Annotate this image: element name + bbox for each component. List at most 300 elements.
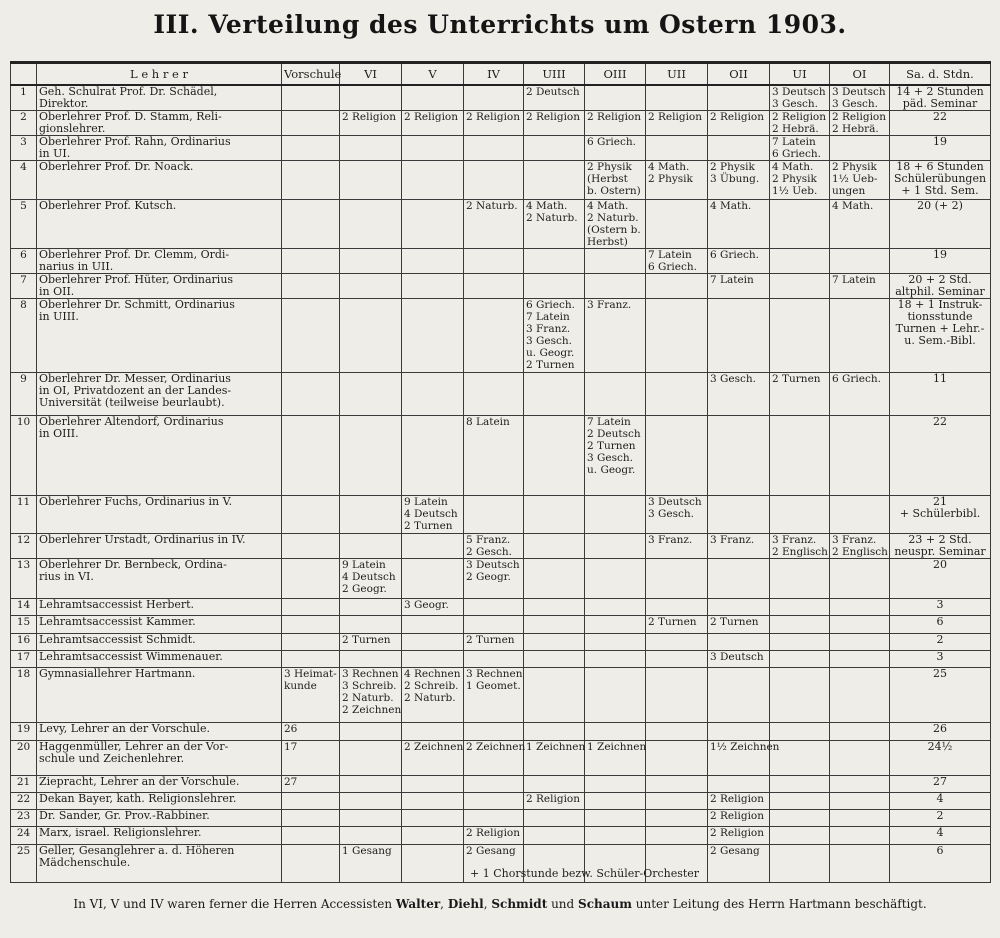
- subject-cell-ui: [770, 723, 830, 740]
- subject-cell-oii: [708, 85, 770, 111]
- subject-cell-vi: [340, 496, 402, 533]
- row-number: 21: [11, 775, 37, 792]
- table-row: [11, 810, 991, 827]
- subject-cell-oi: [830, 775, 890, 792]
- subject-cell-uiii: [524, 533, 585, 558]
- subject-cell-ui: [770, 616, 830, 633]
- subject-cell-oii: [708, 633, 770, 650]
- table-row: [11, 633, 991, 650]
- table-row: [11, 135, 991, 160]
- subject-cell-ui: 2 Turnen: [770, 373, 830, 415]
- subject-cell-oii: [708, 415, 770, 496]
- subject-cell-oiii: [585, 274, 646, 299]
- teacher-name: Levy, Lehrer an der Vorschule.: [37, 723, 282, 740]
- subject-cell-vorschule: [282, 161, 340, 199]
- subject-cell-vi: [340, 135, 402, 160]
- teacher-name: Geh. Schulrat Prof. Dr. Schädel, Direktor.: [37, 85, 282, 111]
- subject-cell-vorschule: [282, 633, 340, 650]
- teacher-name: Geller, Gesanglehrer a. d. Höheren Mädchenschule.: [37, 844, 282, 882]
- subject-cell-oii: [708, 723, 770, 740]
- subject-cell-v: [402, 135, 464, 160]
- subject-cell-ui: [770, 810, 830, 827]
- row-number: 9: [11, 373, 37, 415]
- subject-cell-oii: 7 Latein: [708, 274, 770, 299]
- row-number: 15: [11, 616, 37, 633]
- row-number: 12: [11, 533, 37, 558]
- subject-cell-ui: [770, 274, 830, 299]
- subject-cell-vorschule: [282, 650, 340, 667]
- subject-cell-uiii: [524, 723, 585, 740]
- row-number: 23: [11, 810, 37, 827]
- subject-cell-uiii: [524, 599, 585, 616]
- subject-cell-oi: 4 Math.: [830, 199, 890, 248]
- subject-cell-vi: [340, 249, 402, 274]
- subject-cell-v: 2 Zeichnen: [402, 740, 464, 775]
- subject-cell-iv: [464, 650, 524, 667]
- subject-cell-oii: 3 Deutsch: [708, 650, 770, 667]
- subject-cell-uii: [646, 373, 708, 415]
- subject-cell-oii: 6 Griech.: [708, 249, 770, 274]
- teacher-name: Oberlehrer Urstadt, Ordinarius in IV.: [37, 533, 282, 558]
- row-number: 24: [11, 827, 37, 844]
- subject-cell-v: [402, 616, 464, 633]
- subject-cell-vorschule: [282, 199, 340, 248]
- table-row: [11, 650, 991, 667]
- subject-cell-vorschule: [282, 533, 340, 558]
- subject-cell-vorschule: [282, 844, 340, 882]
- subject-cell-v: [402, 633, 464, 650]
- footnote-name-2: Diehl: [447, 897, 484, 911]
- subject-cell-uii: 2 Turnen: [646, 616, 708, 633]
- subject-cell-oi: 2 Religion 2 Hebrä.: [830, 110, 890, 135]
- row-number: 11: [11, 496, 37, 533]
- subject-cell-uiii: 4 Math. 2 Naturb.: [524, 199, 585, 248]
- header-oi: OI: [830, 63, 890, 85]
- subject-cell-uii: 7 Latein 6 Griech.: [646, 249, 708, 274]
- subject-cell-oii: 2 Religion: [708, 827, 770, 844]
- subject-cell-iv: 2 Turnen: [464, 633, 524, 650]
- subject-cell-ui: 3 Deutsch 3 Gesch.: [770, 85, 830, 111]
- teacher-name: Dekan Bayer, kath. Religionslehrer.: [37, 793, 282, 810]
- subject-cell-uii: [646, 199, 708, 248]
- subject-cell-vorschule: [282, 558, 340, 598]
- header-uii: UII: [646, 63, 708, 85]
- header-vorschule: Vorschule: [282, 63, 340, 85]
- subject-cell-vorschule: [282, 793, 340, 810]
- subject-cell-vi: [340, 85, 402, 111]
- subject-cell-ui: [770, 249, 830, 274]
- teacher-name: Oberlehrer Dr. Messer, Ordinarius in OI, Privatdozent an der Landes- Universität (teilweise beurlaubt).: [37, 373, 282, 415]
- total-hours-cell: 2: [890, 633, 991, 650]
- subject-cell-iv: 8 Latein: [464, 415, 524, 496]
- subject-cell-iv: 2 Religion: [464, 110, 524, 135]
- subject-cell-oi: 6 Griech.: [830, 373, 890, 415]
- subject-cell-uii: [646, 135, 708, 160]
- table-row: [11, 299, 991, 373]
- subject-cell-oii: 1½ Zeichnen: [708, 740, 770, 775]
- subject-cell-oi: [830, 496, 890, 533]
- header-teacher: L e h r e r: [37, 63, 282, 85]
- subject-cell-uiii: [524, 810, 585, 827]
- subject-cell-oi: [830, 827, 890, 844]
- subject-cell-oii: 2 Religion: [708, 110, 770, 135]
- subject-cell-ui: [770, 775, 830, 792]
- subject-cell-oi: [830, 299, 890, 373]
- subject-cell-uii: [646, 415, 708, 496]
- teacher-name: Oberlehrer Dr. Bernbeck, Ordina- rius in VI.: [37, 558, 282, 598]
- subject-cell-oiii: [585, 650, 646, 667]
- subject-cell-oii: [708, 299, 770, 373]
- subject-cell-uiii: 6 Griech. 7 Latein 3 Franz. 3 Gesch. u. Geogr. 2 Turnen: [524, 299, 585, 373]
- subject-cell-oii: 4 Math.: [708, 199, 770, 248]
- subject-cell-v: 4 Rechnen 2 Schreib. 2 Naturb.: [402, 667, 464, 723]
- footnote-prefix: In VI, V und IV waren ferner die Herren Accessisten: [73, 897, 393, 911]
- subject-cell-oi: [830, 135, 890, 160]
- subject-cell-oiii: [585, 633, 646, 650]
- subject-cell-v: [402, 415, 464, 496]
- subject-cell-oii: 2 Religion: [708, 793, 770, 810]
- subject-cell-uii: [646, 810, 708, 827]
- subject-cell-uiii: [524, 249, 585, 274]
- subject-cell-vi: [340, 650, 402, 667]
- subject-cell-v: [402, 85, 464, 111]
- table-row: [11, 199, 991, 248]
- subject-cell-iv: [464, 249, 524, 274]
- subject-cell-oiii: 6 Griech.: [585, 135, 646, 160]
- subject-cell-v: [402, 249, 464, 274]
- subject-cell-iv: [464, 496, 524, 533]
- subject-cell-v: [402, 299, 464, 373]
- subject-cell-vorschule: [282, 616, 340, 633]
- table-row: [11, 616, 991, 633]
- subject-cell-oii: [708, 667, 770, 723]
- table-header-row: [11, 63, 991, 85]
- subject-cell-vorschule: [282, 496, 340, 533]
- total-hours-cell: 27: [890, 775, 991, 792]
- subject-cell-v: [402, 827, 464, 844]
- subject-cell-oi: 7 Latein: [830, 274, 890, 299]
- row-number: 2: [11, 110, 37, 135]
- subject-cell-vi: [340, 723, 402, 740]
- total-hours-cell: 25: [890, 667, 991, 723]
- subject-cell-uii: [646, 558, 708, 598]
- row-number: 22: [11, 793, 37, 810]
- schedule-table: [10, 61, 991, 883]
- subject-cell-vi: [340, 299, 402, 373]
- total-hours-cell: 20 (+ 2): [890, 199, 991, 248]
- subject-cell-vorschule: [282, 810, 340, 827]
- total-hours-cell: 22: [890, 415, 991, 496]
- subject-cell-oiii: 4 Math. 2 Naturb. (Ostern b. Herbst): [585, 199, 646, 248]
- subject-cell-vorschule: [282, 110, 340, 135]
- table-row: [11, 249, 991, 274]
- subject-cell-uii: [646, 599, 708, 616]
- row-number: 14: [11, 599, 37, 616]
- subject-cell-vi: [340, 616, 402, 633]
- table-row: [11, 85, 991, 111]
- subject-cell-uii: [646, 85, 708, 111]
- footnote: In VI, V und IV waren ferner die Herren Accessisten Walter, Diehl, Schmidt und Schaum unter Leitung des Herrn Hartmann beschäftigt.: [73, 897, 927, 911]
- teacher-name: Oberlehrer Prof. Hüter, Ordinarius in OII.: [37, 274, 282, 299]
- choir-note: + 1 Chorstunde bezw. Schüler-Orchester: [470, 867, 700, 880]
- subject-cell-v: [402, 844, 464, 882]
- table-row: [11, 161, 991, 199]
- teacher-name: Oberlehrer Prof. Dr. Noack.: [37, 161, 282, 199]
- subject-cell-oi: [830, 249, 890, 274]
- subject-cell-uii: [646, 667, 708, 723]
- subject-cell-vi: [340, 199, 402, 248]
- subject-cell-vorschule: [282, 85, 340, 111]
- subject-cell-ui: [770, 633, 830, 650]
- subject-cell-oiii: 3 Franz.: [585, 299, 646, 373]
- subject-cell-v: 9 Latein 4 Deutsch 2 Turnen: [402, 496, 464, 533]
- table-row: [11, 793, 991, 810]
- subject-cell-uiii: [524, 827, 585, 844]
- subject-cell-iv: [464, 373, 524, 415]
- subject-cell-iv: [464, 810, 524, 827]
- subject-cell-uii: 2 Religion: [646, 110, 708, 135]
- subject-cell-uiii: 2 Religion: [524, 793, 585, 810]
- subject-cell-oi: [830, 616, 890, 633]
- table-row: [11, 599, 991, 616]
- table-row: [11, 740, 991, 775]
- total-hours-cell: 4: [890, 793, 991, 810]
- subject-cell-v: [402, 650, 464, 667]
- subject-cell-oi: [830, 793, 890, 810]
- row-number: 8: [11, 299, 37, 373]
- subject-cell-oii: 3 Gesch.: [708, 373, 770, 415]
- table-body: [11, 85, 991, 883]
- page-title: III. Verteilung des Unterrichts um Ostern 1903.: [153, 10, 847, 39]
- subject-cell-v: [402, 558, 464, 598]
- subject-cell-vorschule: [282, 827, 340, 844]
- subject-cell-iv: [464, 135, 524, 160]
- row-number: 4: [11, 161, 37, 199]
- subject-cell-uii: [646, 723, 708, 740]
- footnote-name-4: Schaum: [578, 897, 632, 911]
- total-hours-cell: 24½: [890, 740, 991, 775]
- subject-cell-v: [402, 274, 464, 299]
- subject-cell-vorschule: 27: [282, 775, 340, 792]
- subject-cell-ui: [770, 793, 830, 810]
- footnote-and: und: [551, 897, 575, 911]
- subject-cell-vi: [340, 533, 402, 558]
- subject-cell-oiii: [585, 496, 646, 533]
- subject-cell-iv: 3 Rechnen 1 Geomet.: [464, 667, 524, 723]
- footnote-suffix: unter Leitung des Herrn Hartmann beschäftigt.: [635, 897, 927, 911]
- table-row: [11, 775, 991, 792]
- header-vi: VI: [340, 63, 402, 85]
- subject-cell-ui: 3 Franz. 2 Englisch: [770, 533, 830, 558]
- subject-cell-vorschule: [282, 373, 340, 415]
- total-hours-cell: 6: [890, 844, 991, 882]
- header-v: V: [402, 63, 464, 85]
- subject-cell-ui: [770, 650, 830, 667]
- subject-cell-vi: [340, 373, 402, 415]
- subject-cell-iv: [464, 299, 524, 373]
- subject-cell-iv: 2 Religion: [464, 827, 524, 844]
- subject-cell-vi: [340, 827, 402, 844]
- subject-cell-uiii: [524, 373, 585, 415]
- table-row: [11, 827, 991, 844]
- subject-cell-v: [402, 810, 464, 827]
- total-hours-cell: 4: [890, 827, 991, 844]
- subject-cell-uii: 3 Franz.: [646, 533, 708, 558]
- subject-cell-oi: [830, 723, 890, 740]
- subject-cell-iv: [464, 274, 524, 299]
- subject-cell-vorschule: [282, 249, 340, 274]
- header-oii: OII: [708, 63, 770, 85]
- subject-cell-uiii: [524, 415, 585, 496]
- subject-cell-iv: 5 Franz. 2 Gesch.: [464, 533, 524, 558]
- subject-cell-uiii: 1 Zeichnen: [524, 740, 585, 775]
- subject-cell-uii: [646, 650, 708, 667]
- subject-cell-oi: [830, 650, 890, 667]
- teacher-name: Oberlehrer Prof. Rahn, Ordinarius in UI.: [37, 135, 282, 160]
- subject-cell-iv: [464, 616, 524, 633]
- subject-cell-oiii: 2 Religion: [585, 110, 646, 135]
- subject-cell-iv: 2 Naturb.: [464, 199, 524, 248]
- subject-cell-uii: [646, 793, 708, 810]
- table-row: [11, 558, 991, 598]
- subject-cell-vorschule: [282, 274, 340, 299]
- subject-cell-v: [402, 199, 464, 248]
- subject-cell-vorschule: 26: [282, 723, 340, 740]
- subject-cell-iv: 2 Gesang: [464, 844, 524, 882]
- teacher-name: Lehramtsaccessist Schmidt.: [37, 633, 282, 650]
- subject-cell-oiii: [585, 723, 646, 740]
- subject-cell-oiii: [585, 249, 646, 274]
- row-number: 7: [11, 274, 37, 299]
- total-hours-cell: 20 + 2 Std. altphil. Seminar: [890, 274, 991, 299]
- header-oiii: OIII: [585, 63, 646, 85]
- subject-cell-oiii: 2 Physik (Herbst b. Ostern): [585, 161, 646, 199]
- subject-cell-uiii: [524, 496, 585, 533]
- subject-cell-ui: 7 Latein 6 Griech.: [770, 135, 830, 160]
- total-hours-cell: 18 + 6 Stunden Schülerübungen + 1 Std. Sem.: [890, 161, 991, 199]
- footnote-name-1: Walter: [395, 897, 441, 911]
- subject-cell-uii: [646, 633, 708, 650]
- subject-cell-uii: 4 Math. 2 Physik: [646, 161, 708, 199]
- teacher-name: Lehramtsaccessist Wimmenauer.: [37, 650, 282, 667]
- subject-cell-uiii: 2 Religion: [524, 110, 585, 135]
- subject-cell-ui: [770, 496, 830, 533]
- subject-cell-uiii: [524, 775, 585, 792]
- total-hours-cell: 19: [890, 249, 991, 274]
- teacher-name: Oberlehrer Prof. D. Stamm, Reli- gionslehrer.: [37, 110, 282, 135]
- subject-cell-oii: [708, 558, 770, 598]
- table-row: [11, 373, 991, 415]
- subject-cell-vi: [340, 793, 402, 810]
- subject-cell-uii: [646, 740, 708, 775]
- subject-cell-vi: 9 Latein 4 Deutsch 2 Geogr.: [340, 558, 402, 598]
- subject-cell-ui: [770, 558, 830, 598]
- subject-cell-ui: 4 Math. 2 Physik 1½ Ueb.: [770, 161, 830, 199]
- teacher-name: Oberlehrer Altendorf, Ordinarius in OIII.: [37, 415, 282, 496]
- total-hours-cell: 11: [890, 373, 991, 415]
- subject-cell-iv: [464, 161, 524, 199]
- subject-cell-uii: 3 Deutsch 3 Gesch.: [646, 496, 708, 533]
- subject-cell-ui: [770, 667, 830, 723]
- subject-cell-ui: [770, 599, 830, 616]
- subject-cell-iv: [464, 723, 524, 740]
- header-ui: UI: [770, 63, 830, 85]
- row-number: 10: [11, 415, 37, 496]
- total-hours-cell: 18 + 1 Instruk- tionsstunde Turnen + Lehr.- u. Sem.-Bibl.: [890, 299, 991, 373]
- row-number: 17: [11, 650, 37, 667]
- subject-cell-oiii: [585, 827, 646, 844]
- subject-cell-oi: 3 Franz. 2 Englisch: [830, 533, 890, 558]
- total-hours-cell: 21 + Schülerbibl.: [890, 496, 991, 533]
- subject-cell-iv: [464, 775, 524, 792]
- teacher-name: Marx, israel. Religionslehrer.: [37, 827, 282, 844]
- subject-cell-vi: [340, 740, 402, 775]
- teacher-name: Lehramtsaccessist Herbert.: [37, 599, 282, 616]
- subject-cell-oiii: [585, 85, 646, 111]
- subject-cell-vorschule: 3 Heimat- kunde: [282, 667, 340, 723]
- total-hours-cell: 6: [890, 616, 991, 633]
- subject-cell-uii: [646, 299, 708, 373]
- subject-cell-vi: [340, 775, 402, 792]
- subject-cell-vi: [340, 274, 402, 299]
- subject-cell-oii: 2 Religion: [708, 810, 770, 827]
- total-hours-cell: 3: [890, 650, 991, 667]
- subject-cell-iv: 2 Zeichnen: [464, 740, 524, 775]
- subject-cell-iv: [464, 793, 524, 810]
- subject-cell-vi: [340, 415, 402, 496]
- row-number: 19: [11, 723, 37, 740]
- header-uiii: UIII: [524, 63, 585, 85]
- subject-cell-vi: [340, 161, 402, 199]
- subject-cell-iv: 3 Deutsch 2 Geogr.: [464, 558, 524, 598]
- row-number: 16: [11, 633, 37, 650]
- subject-cell-vi: [340, 810, 402, 827]
- table-row: [11, 723, 991, 740]
- subject-cell-v: 2 Religion: [402, 110, 464, 135]
- total-hours-cell: 3: [890, 599, 991, 616]
- subject-cell-oii: [708, 599, 770, 616]
- subject-cell-oi: [830, 633, 890, 650]
- header-num: [11, 63, 37, 85]
- subject-cell-oi: 3 Deutsch 3 Gesch.: [830, 85, 890, 111]
- subject-cell-vi: 2 Turnen: [340, 633, 402, 650]
- subject-cell-oi: [830, 810, 890, 827]
- subject-cell-oii: 2 Turnen: [708, 616, 770, 633]
- total-hours-cell: 19: [890, 135, 991, 160]
- subject-cell-uiii: [524, 667, 585, 723]
- subject-cell-oiii: [585, 775, 646, 792]
- subject-cell-oi: [830, 667, 890, 723]
- subject-cell-oii: [708, 775, 770, 792]
- subject-cell-uiii: [524, 650, 585, 667]
- footnote-name-3: Schmidt: [491, 897, 548, 911]
- subject-cell-ui: [770, 299, 830, 373]
- subject-cell-oi: [830, 740, 890, 775]
- total-hours-cell: 2: [890, 810, 991, 827]
- subject-cell-uiii: [524, 616, 585, 633]
- subject-cell-vorschule: [282, 415, 340, 496]
- subject-cell-v: [402, 775, 464, 792]
- subject-cell-ui: 2 Religion 2 Hebrä.: [770, 110, 830, 135]
- subject-cell-v: [402, 533, 464, 558]
- row-number: 13: [11, 558, 37, 598]
- subject-cell-oiii: [585, 558, 646, 598]
- subject-cell-vorschule: [282, 299, 340, 373]
- subject-cell-vorschule: [282, 599, 340, 616]
- subject-cell-oiii: 7 Latein 2 Deutsch 2 Turnen 3 Gesch. u. Geogr.: [585, 415, 646, 496]
- subject-cell-oii: [708, 496, 770, 533]
- subject-cell-oii: 2 Gesang: [708, 844, 770, 882]
